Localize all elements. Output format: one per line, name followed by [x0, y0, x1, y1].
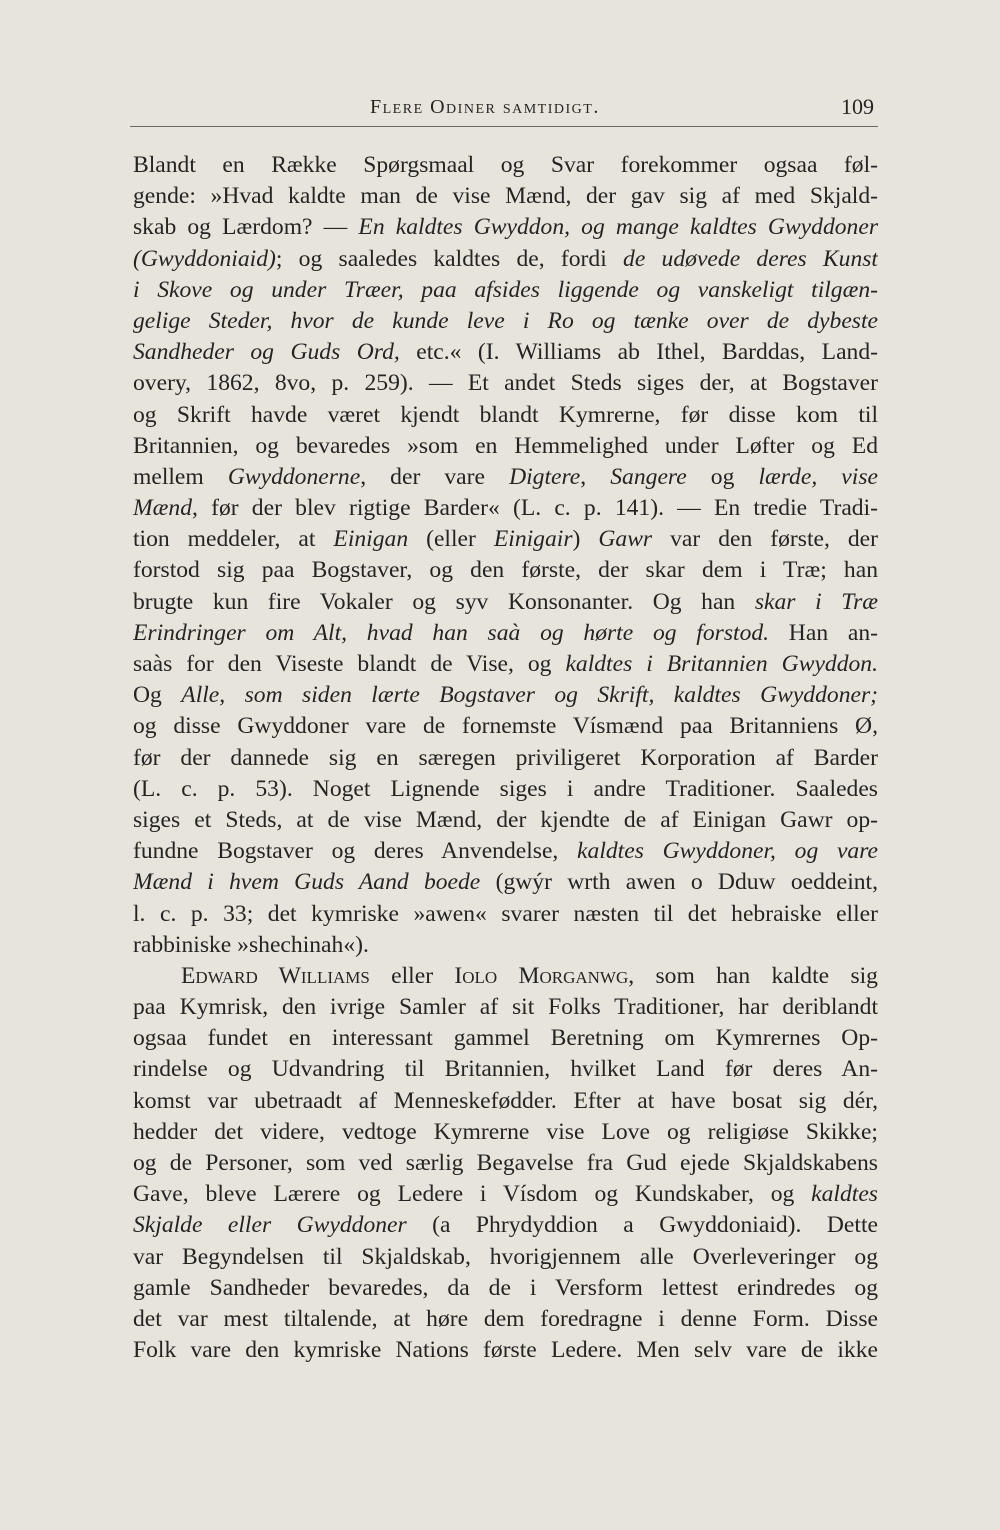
text-run: det var mest tiltalende, at høre dem foredragne i denne Form. Disse: [133, 1305, 878, 1332]
italic-text: kaldtes Gwyddoner, og vare: [577, 838, 878, 865]
text-line: [133, 1054, 878, 1085]
text-run: Han an-: [769, 619, 878, 646]
text-run: saàs for den Viseste blandt de Vise, og: [133, 651, 566, 677]
text-line: [133, 524, 878, 555]
italic-text: En kaldtes Gwyddon, og mange kaldtes Gwyddoner: [358, 214, 878, 241]
text-run: hedder det videre, vedtoge Kymrerne vise Love og religiøse Skikke;: [133, 1118, 878, 1145]
italic-text: Digtere: [509, 463, 581, 490]
text-run: var den første, der: [652, 526, 878, 553]
text-run: siges et Steds, at de vise Mænd, der kjendte de af Einigan Gawr op-: [133, 806, 878, 833]
italic-text: Gawr: [598, 526, 653, 553]
text-run: rindelse og Udvandring til Britannien, hvilket Land før deres An-: [133, 1056, 878, 1083]
text-line: [133, 711, 878, 742]
text-run: forstod sig paa Bogstaver, og den første, der skar dem i Træ; han: [133, 557, 878, 584]
text-line: [133, 1023, 878, 1054]
text-run: komst var ubetraadt af Menneskefødder. Efter at have bosat sig dér,: [133, 1087, 878, 1114]
text-run: Blandt en Række Spørgsmaal og Svar forekommer ogsaa føl-: [133, 152, 878, 178]
text-line: [133, 493, 878, 524]
text-run: (eller: [408, 526, 494, 553]
text-line: [133, 1242, 878, 1273]
italic-text: Sangere: [610, 463, 687, 490]
italic-text: de udøvede deres Kunst: [623, 245, 878, 272]
text-line: [133, 1210, 878, 1241]
text-run: og: [686, 463, 759, 490]
text-line: [133, 1117, 878, 1148]
italic-text: Gwyddonerne: [227, 463, 361, 490]
italic-text: lærde, vise: [758, 463, 878, 490]
text-run: ): [572, 526, 599, 553]
italic-text: Mænd: [133, 495, 192, 522]
text-line: [133, 306, 878, 337]
text-line: [133, 1304, 878, 1335]
text-run: og de Personer, som ved særlig Begavelse fra Gud ejede Skjaldskabens: [133, 1150, 878, 1176]
text-line: [133, 1335, 878, 1366]
text-line: [133, 774, 878, 805]
italic-text: kaldtes: [811, 1181, 878, 1208]
text-line: [133, 930, 878, 961]
text-line: [133, 275, 878, 306]
italic-text: Skjalde eller Gwyddoner: [133, 1212, 407, 1239]
running-head: [130, 92, 878, 127]
text-line: [133, 649, 878, 680]
text-run: og disse Gwyddoner vare de fornemste Vísmænd paa Britanniens Ø,: [133, 713, 878, 740]
text-run: skab og Lærdom? —: [133, 214, 359, 241]
text-line: [133, 181, 878, 212]
italic-text: Einigair: [493, 526, 573, 553]
text-run: før der dannede sig en særegen priviligeret Korporation af Barder: [133, 744, 878, 771]
text-run: (a Phrydyddion a Gwyddoniaid). Dette: [406, 1212, 878, 1239]
text-line: [133, 462, 878, 493]
page-number: 109: [841, 94, 874, 119]
text-line: [133, 1273, 878, 1304]
italic-text: kaldtes i Britannien Gwyddon.: [565, 651, 878, 677]
italic-text: gelige Steder, hvor de kunde leve i Ro og tænke over de dybeste: [133, 307, 878, 334]
italic-text: Sandheder og Guds Ord,: [133, 339, 400, 366]
text-run: (L. c. p. 53). Noget Lignende siges i andre Traditioner. Saaledes: [133, 775, 878, 802]
text-run: Britannien, og bevaredes »som en Hemmelighed under Løfter og Ed: [133, 432, 878, 459]
text-run: fundne Bogstaver og deres Anvendelse,: [133, 838, 578, 865]
text-line: [133, 1179, 878, 1210]
text-line: [133, 400, 878, 431]
text-line: [133, 1148, 878, 1179]
text-run: ; og saaledes kaldtes de, fordi: [275, 245, 624, 272]
text-line: [133, 618, 878, 649]
italic-text: Alle, som siden lærte Bogstaver og Skrift, kaldtes Gwyddoner;: [181, 682, 878, 709]
small-caps-name: Edward Williams: [181, 962, 370, 989]
text-run: (gwýr wrth awen o Dduw oeddeint,: [480, 869, 878, 896]
running-title: Flere Odiner samtidigt.: [370, 96, 600, 118]
text-run: og Skrift havde været kjendt blandt Kymrerne, før disse kom til: [133, 401, 878, 428]
text-line: [133, 836, 878, 867]
text-line: [133, 555, 878, 586]
text-run: ,: [580, 463, 611, 490]
italic-text: Einigan: [333, 526, 409, 553]
text-line: [133, 431, 878, 462]
text-run: l. c. p. 33; det kymriske »awen« svarer næsten til det hebraiske eller: [133, 900, 878, 927]
text-run: rabbiniske »shechinah«).: [133, 931, 369, 958]
text-run: , før der blev rigtige Barder« (L. c. p. 141). — En tredie Tradi-: [191, 495, 878, 522]
text-run: Og: [133, 682, 182, 709]
italic-text: Erindringer om Alt, hvad han saà og hørte og forstod.: [133, 619, 770, 646]
text-run: tion meddeler, at: [133, 526, 334, 553]
text-line: [133, 743, 878, 774]
text-line: [133, 368, 878, 399]
text-line: [133, 337, 878, 368]
text-line: [133, 680, 878, 711]
text-line: [133, 867, 878, 898]
text-line: [133, 244, 878, 275]
italic-text: skar i Træ: [754, 588, 878, 615]
text-line: [133, 150, 878, 181]
text-run: mellem: [133, 463, 228, 490]
italic-text: i Skove og under Træer, paa afsides liggende og vanskeligt tilgæn-: [133, 276, 878, 303]
text-run: var Begyndelsen til Skjaldskab, hvorigjennem alle Overleveringer og: [133, 1243, 878, 1270]
text-run: brugte kun fire Vokaler og syv Konsonanter. Og han: [133, 588, 755, 615]
italic-text: Mænd i hvem Guds Aand boede: [133, 869, 481, 896]
italic-text: (Gwyddoniaid): [133, 245, 276, 272]
text-line: [133, 212, 878, 243]
text-run: gende: »Hvad kaldte man de vise Mænd, der gav sig af med Skjald-: [133, 183, 878, 210]
text-run: overy, 1862, 8vo, p. 259). — Et andet Steds siges der, at Bogstaver: [133, 370, 878, 397]
small-caps-name: Iolo Morganwg: [454, 962, 629, 989]
text-line: [133, 805, 878, 836]
text-line: [133, 899, 878, 930]
text-line: [133, 587, 878, 618]
body-text: [133, 150, 878, 1366]
text-run: , der vare: [360, 463, 510, 490]
text-run: Gave, bleve Lærere og Ledere i Vísdom og Kundskaber, og: [133, 1181, 812, 1208]
text-line: [133, 992, 878, 1023]
text-run: etc.« (I. Williams ab Ithel, Barddas, Land-: [399, 339, 878, 366]
text-line: [133, 961, 878, 992]
text-run: eller: [369, 962, 455, 989]
text-run: gamle Sandheder bevaredes, da de i Versform lettest erindredes og: [133, 1274, 878, 1301]
text-run: ogsaa fundet en interessant gammel Beretning om Kymrernes Op-: [133, 1025, 878, 1052]
text-run: Folk vare den kymriske Nations første Ledere. Men selv vare de ikke: [133, 1337, 878, 1364]
text-run: , som han kaldte sig: [628, 962, 878, 989]
text-line: [133, 1086, 878, 1117]
text-run: paa Kymrisk, den ivrige Samler af sit Folks Traditioner, har deriblandt: [133, 994, 878, 1021]
